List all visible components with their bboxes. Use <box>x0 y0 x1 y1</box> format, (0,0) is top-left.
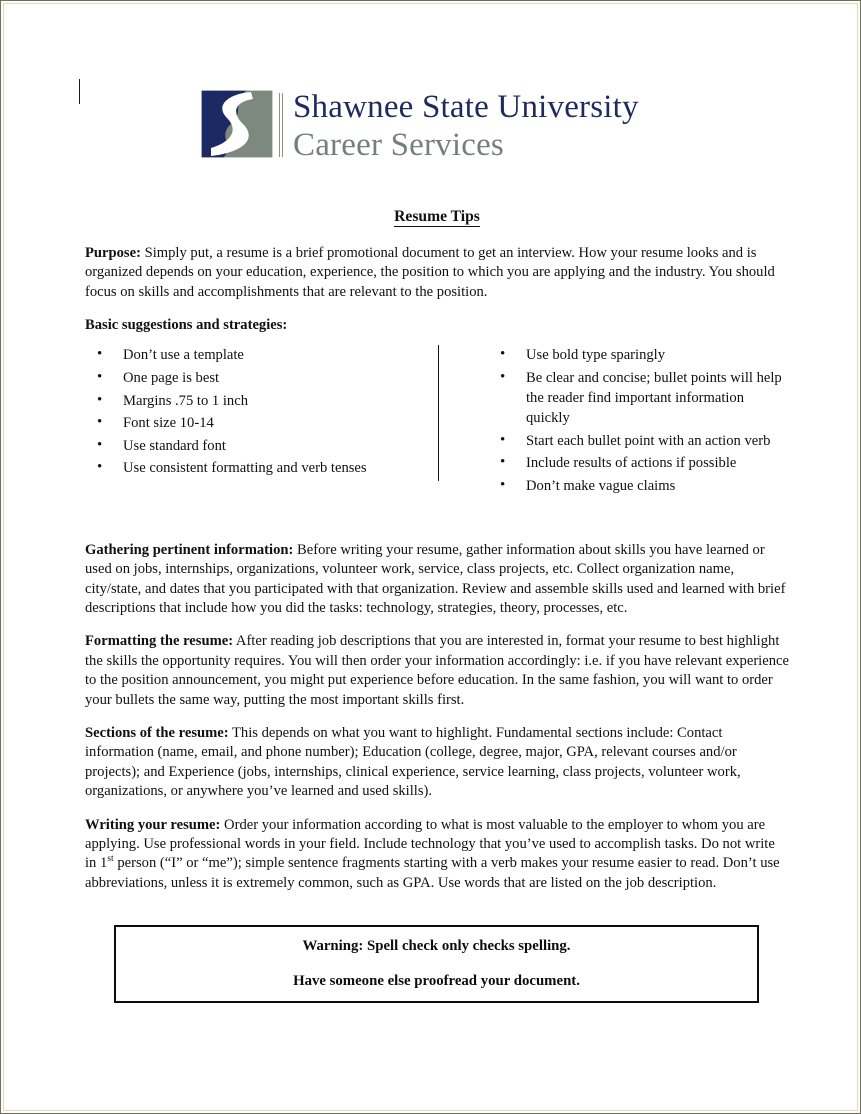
page-title-text: Resume Tips <box>394 208 480 225</box>
paragraph-writing-resume <box>85 816 789 894</box>
list-item: • Be clear and concise; bullet points will help the reader find important information quickly <box>496 368 789 428</box>
gathering-text: Before writing your resume, gather information about skills you have learned or used on jobs, internships, organizations, volunteer work, service, class projects, etc. Collect organization name, city/state, and dates that you participated with that organization. Review and assemble skills used and learned with brief descriptions that include how you did the tasks: technology, strategies, theory, processes, etc. <box>85 541 786 616</box>
list-item: • Font size 10-14 <box>93 413 438 433</box>
paragraph-resume-sections <box>85 724 789 802</box>
list-item: • Margins .75 to 1 inch <box>93 391 438 411</box>
list-item: • Start each bullet point with an action verb <box>496 431 789 451</box>
section-spacer <box>85 499 789 541</box>
purpose-text: Simply put, a resume is a brief promotional document to get an interview. How your resume looks and is organized depends on your education, experience, the position to which you are applying and the industry. You should focus on skills and accomplishments that are relevant to the position. <box>85 244 775 300</box>
basic-suggestions-heading: Basic suggestions and strategies: <box>85 316 288 333</box>
bullet-column-right <box>438 345 789 498</box>
paragraph-purpose <box>85 244 789 302</box>
bullet-list-left <box>93 345 438 478</box>
text-cursor-caret <box>79 79 80 104</box>
paragraph-formatting-resume <box>85 632 789 710</box>
list-item: • Use bold type sparingly <box>496 345 789 365</box>
resume-sections-lead: Sections of the resume: <box>85 724 229 741</box>
bullet-column-left <box>85 345 438 498</box>
writing-lead: Writing your resume: <box>85 816 221 833</box>
warning-line-primary: Warning: Spell check only checks spelling. <box>302 937 571 954</box>
formatting-text: After reading job descriptions that you are interested in, format your resume to best highlight the skills the opportunity requires. You will then order your information accordingly: i.e. if you have relevant experience to the position announcement, you might put experience before education. In the same fashion, you will want to order your bullets the same way, putting the most important skills first. <box>85 633 789 708</box>
list-item: • Use standard font <box>93 436 438 456</box>
paragraph-gathering-info <box>85 541 789 619</box>
gathering-lead: Gathering pertinent information: <box>85 541 294 558</box>
letterhead-divider-rule <box>279 93 284 157</box>
letterhead-wordmark <box>293 90 639 164</box>
list-item: • Don’t make vague claims <box>496 476 789 496</box>
list-item: • One page is best <box>93 368 438 388</box>
document-body <box>85 207 789 907</box>
bullet-column-divider <box>438 345 439 481</box>
resume-sections-text: This depends on what you want to highlight. Fundamental sections include: Contact information (name, email, and phone number); Education (college, degree, major, GPA, relevant courses and/or projects); and Experience (jobs, internships, clinical experience, service learning, class projects, volunteer work, organizations, or anywhere you’ve learned and used skills). <box>85 724 741 800</box>
formatting-lead: Formatting the resume: <box>85 633 234 650</box>
shawnee-s-logo-icon <box>201 90 273 158</box>
letterhead-university-name: Shawnee State University <box>293 89 639 125</box>
page-title <box>85 207 789 228</box>
letterhead <box>201 90 639 164</box>
writing-text-part2: person (“I” or “me”); simple sentence fragments starting with a verb makes your resume easier to read. Don’t use abbreviations, unless it is extremely common, such as GPA. Use words that are listed on the job description. <box>85 855 780 891</box>
list-item: • Include results of actions if possible <box>496 453 789 473</box>
warning-callout-box <box>114 925 759 1003</box>
list-item: • Use consistent formatting and verb tenses <box>93 458 438 478</box>
list-item: • Don’t use a template <box>93 345 438 365</box>
bullet-list-right <box>496 345 789 496</box>
ordinal-suffix: st <box>107 853 114 865</box>
purpose-lead: Purpose: <box>85 244 141 261</box>
writing-text-part1: Order your information according to what is most valuable to the employer to whom you are applying. Use professional words in your field. Include technology that you’ve used to accomplish tasks. Do not write in 1 <box>85 816 775 872</box>
letterhead-department-name: Career Services <box>293 126 504 163</box>
bullet-columns <box>85 345 789 498</box>
document-sheet <box>7 7 856 1109</box>
warning-line-secondary: Have someone else proofread your document. <box>293 972 580 989</box>
